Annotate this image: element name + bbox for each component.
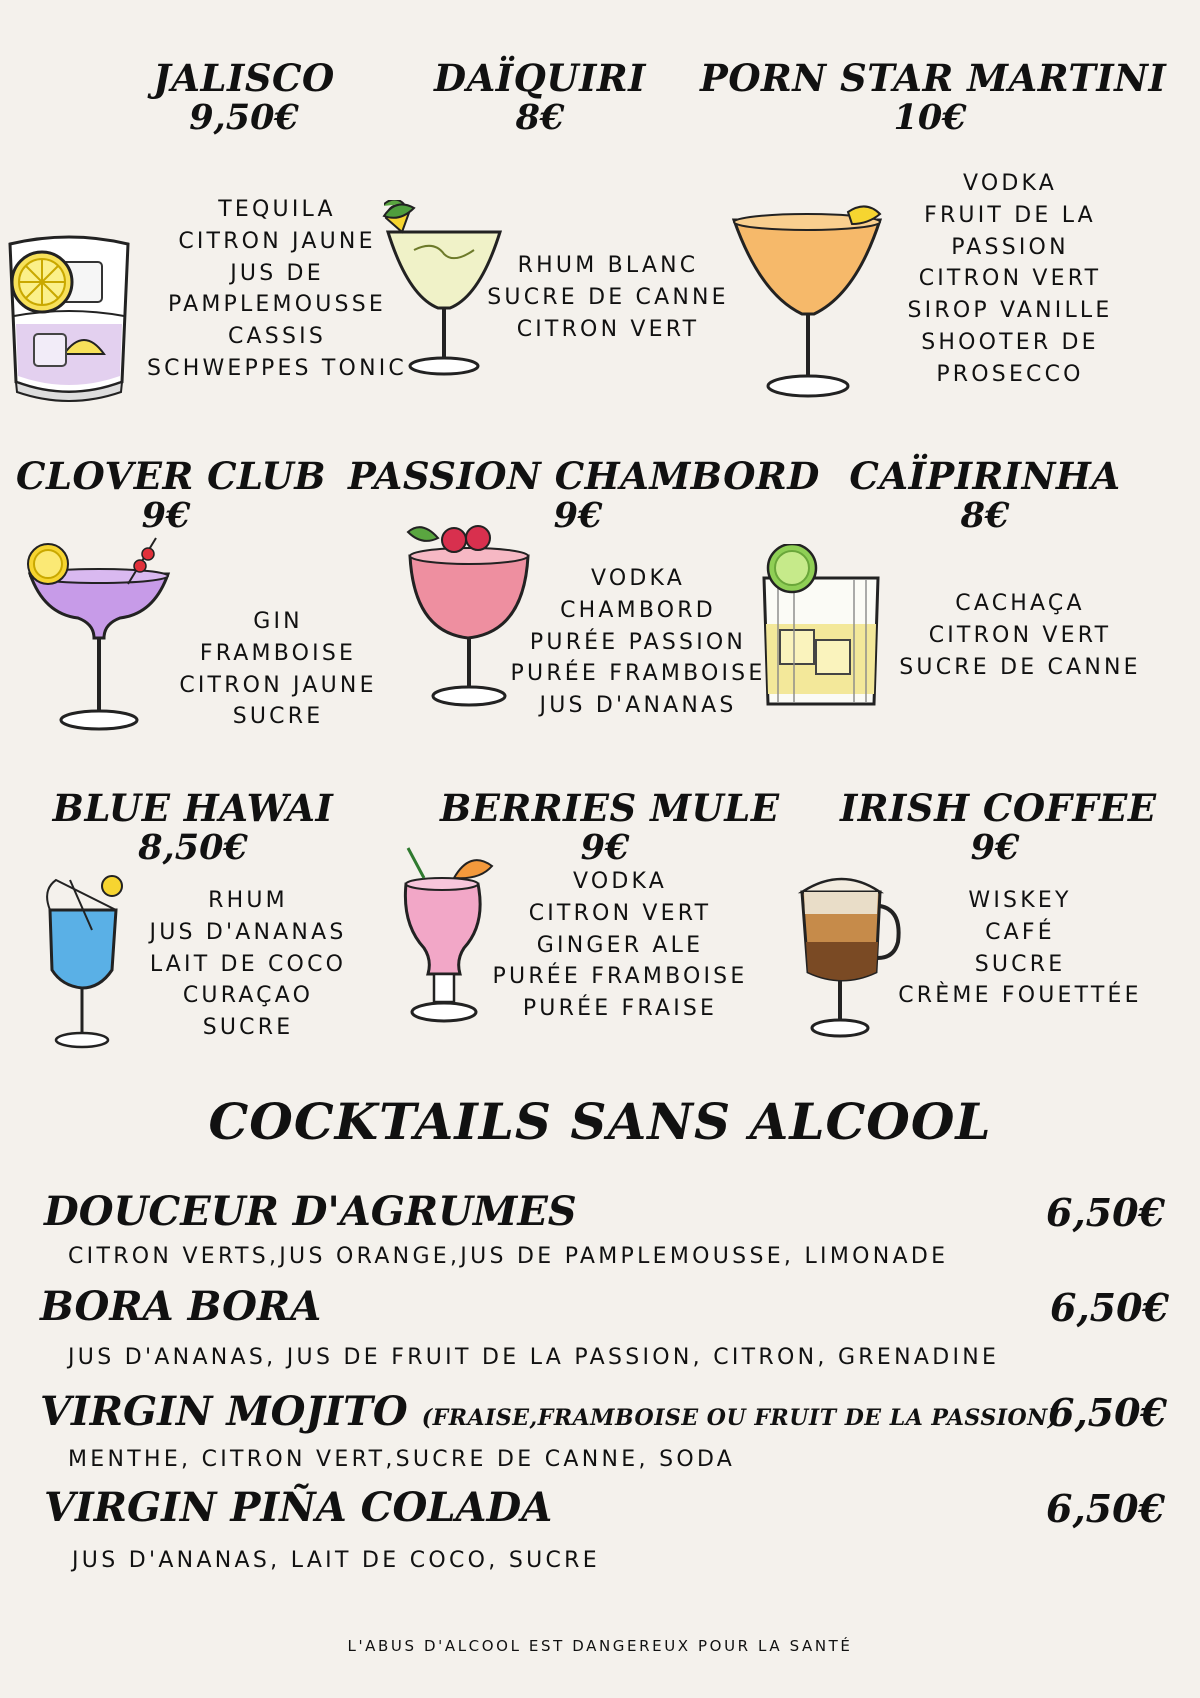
ingredient-line: SHOOTER DE: [921, 329, 1099, 355]
cocktail-price-daiquiri: 8€: [515, 97, 565, 138]
health-warning-footer: L'ABUS D'ALCOOL EST DANGEREUX POUR LA SANTÉ: [347, 1637, 853, 1655]
cocktail-price-caipirinha: 8€: [960, 495, 1010, 536]
ingredient-line: GINGER ALE: [536, 932, 704, 958]
cocktail-name-berries-mule: BERRIES MULE: [440, 786, 780, 830]
cocktail-price-blue-hawai: 8,50€: [138, 827, 248, 868]
lime-rocks-glass-icon: [758, 544, 884, 714]
ingredient-line: RHUM: [208, 888, 288, 913]
mocktail-desc-virgin-mojito: MENTHE, CITRON VERT,SUCRE DE CANNE, SODA: [68, 1447, 736, 1472]
ingredient-line: CITRON VERT: [516, 316, 700, 342]
ingredient-line: FRAMBOISE: [199, 640, 357, 666]
mint-leaf-icon: [380, 198, 430, 228]
ingredient-line: SUCRE DE CANNE: [899, 654, 1141, 680]
cocktail-name-irish-coffee: IRISH COFFEE: [840, 786, 1157, 830]
ingredient-line: SUCRE: [202, 1015, 294, 1041]
cocktail-ingredients-jalisco: [132, 194, 422, 385]
ingredient-line: PURÉE FRAMBOISE: [510, 661, 766, 687]
ingredient-line: CITRON JAUNE: [178, 228, 376, 254]
ingredient-line: CRÈME FOUETTÉE: [898, 983, 1142, 1009]
ingredient-line: CHAMBORD: [560, 597, 716, 623]
ingredient-line: SUCRE: [974, 951, 1066, 977]
cocktail-name-blue-hawai: BLUE HAWAI: [52, 786, 334, 830]
ingredient-line: PAMPLEMOUSSE: [168, 292, 386, 318]
ingredient-line: LAIT DE COCO: [149, 951, 347, 977]
pink-hurricane-glass-icon: [394, 844, 494, 1034]
cocktail-ingredients-blue-hawai: [128, 885, 368, 1044]
cocktail-ingredients-irish-coffee: [880, 885, 1160, 1012]
ingredient-line: VODKA: [572, 869, 667, 894]
ingredient-line: JUS D'ANANAS: [539, 693, 737, 719]
ingredient-line: SUCRE DE CANNE: [487, 284, 729, 310]
cocktail-name-caipirinha: CAÏPIRINHA: [849, 454, 1121, 498]
cocktail-ingredients-porn-star-martini: [880, 168, 1140, 391]
mocktail-price-douceur-agrumes: 6,50€: [1046, 1190, 1165, 1235]
ingredient-line: CACHAÇA: [955, 591, 1085, 616]
mocktail-name-bora-bora: BORA BORA: [40, 1283, 322, 1330]
mocktail-name-douceur-agrumes: DOUCEUR D'AGRUMES: [44, 1188, 577, 1235]
mocktail-note-virgin-mojito: (FRAISE,FRAMBOISE OU FRUIT DE LA PASSION): [421, 1405, 1059, 1431]
cocktail-name-jalisco: JALISCO: [153, 56, 335, 100]
ingredient-line: CITRON VERT: [918, 266, 1102, 292]
ingredient-line: CASSIS: [228, 324, 326, 350]
lemon-tumbler-icon: [4, 226, 134, 402]
mocktail-price-virgin-mojito: 6,50€: [1048, 1390, 1167, 1435]
cocktail-price-clover-club: 9€: [141, 495, 191, 536]
cocktail-ingredients-clover-club: [148, 606, 408, 733]
ingredient-line: TEQUILA: [218, 197, 336, 222]
mocktail-name-virgin-mojito-label: VIRGIN MOJITO: [40, 1388, 408, 1435]
ingredient-line: SCHWEPPES TONIC: [147, 355, 407, 381]
mocktail-desc-douceur-agrumes: CITRON VERTS,JUS ORANGE,JUS DE PAMPLEMOUSSE, LIMONADE: [68, 1244, 949, 1269]
mocktail-price-virgin-pina-colada: 6,50€: [1046, 1486, 1165, 1531]
cocktail-price-irish-coffee: 9€: [970, 827, 1020, 868]
cocktail-name-daiquiri: DAÏQUIRI: [434, 56, 646, 100]
irish-coffee-mug-icon: [796, 862, 906, 1042]
blue-cocktail-glass-icon: [30, 870, 130, 1050]
ingredient-line: VODKA: [590, 566, 685, 591]
ingredient-line: SUCRE: [232, 704, 324, 730]
sans-alcool-title: COCKTAILS SANS ALCOOL: [208, 1092, 992, 1151]
cocktail-ingredients-caipirinha: [880, 588, 1160, 683]
mocktail-name-virgin-mojito: [40, 1388, 1059, 1435]
ingredient-line: VODKA: [962, 171, 1057, 196]
ingredient-line: RHUM BLANC: [517, 253, 699, 278]
cocktail-price-jalisco: 9,50€: [189, 97, 299, 138]
ingredient-line: PURÉE FRAMBOISE: [492, 964, 748, 990]
mocktail-desc-virgin-pina-colada: JUS D'ANANAS, LAIT DE COCO, SUCRE: [72, 1548, 600, 1573]
ingredient-line: JUS DE: [230, 260, 324, 286]
cocktail-price-berries-mule: 9€: [580, 827, 630, 868]
purple-margarita-glass-icon: [24, 534, 174, 734]
cocktail-name-clover-club: CLOVER CLUB: [16, 454, 327, 498]
cocktail-price-passion-chambord: 9€: [553, 495, 603, 536]
ingredient-line: CITRON JAUNE: [179, 672, 377, 698]
ingredient-line: JUS D'ANANAS: [149, 919, 347, 945]
ingredient-line: CITRON VERT: [928, 622, 1112, 648]
ingredient-line: CAFÉ: [985, 919, 1055, 945]
pink-coupe-raspberry-icon: [404, 522, 534, 712]
ingredient-line: SIROP VANILLE: [907, 298, 1113, 324]
cocktail-ingredients-daiquiri: [478, 250, 738, 345]
ingredient-line: WISKEY: [968, 888, 1072, 913]
cocktail-name-porn-star-martini: PORN STAR MARTINI: [700, 56, 1167, 100]
cocktail-name-passion-chambord: PASSION CHAMBORD: [348, 454, 820, 498]
mocktail-name-virgin-pina-colada: VIRGIN PIÑA COLADA: [44, 1484, 553, 1531]
cocktail-ingredients-berries-mule: [480, 866, 760, 1025]
cocktail-price-porn-star-martini: 10€: [893, 97, 967, 138]
orange-martini-glass-icon: [728, 204, 888, 400]
mocktail-price-bora-bora: 6,50€: [1050, 1285, 1169, 1330]
ingredient-line: CITRON VERT: [528, 900, 712, 926]
ingredient-line: PROSECCO: [936, 361, 1084, 387]
ingredient-line: PURÉE FRAISE: [522, 996, 718, 1022]
ingredient-line: GIN: [253, 609, 303, 634]
ingredient-line: FRUIT DE LA: [924, 202, 1096, 228]
mocktail-desc-bora-bora: JUS D'ANANAS, JUS DE FRUIT DE LA PASSION, CITRON, GRENADINE: [68, 1345, 1000, 1370]
ingredient-line: CURAÇAO: [182, 983, 314, 1009]
ingredient-line: PASSION: [951, 234, 1069, 260]
ingredient-line: PURÉE PASSION: [529, 629, 747, 655]
